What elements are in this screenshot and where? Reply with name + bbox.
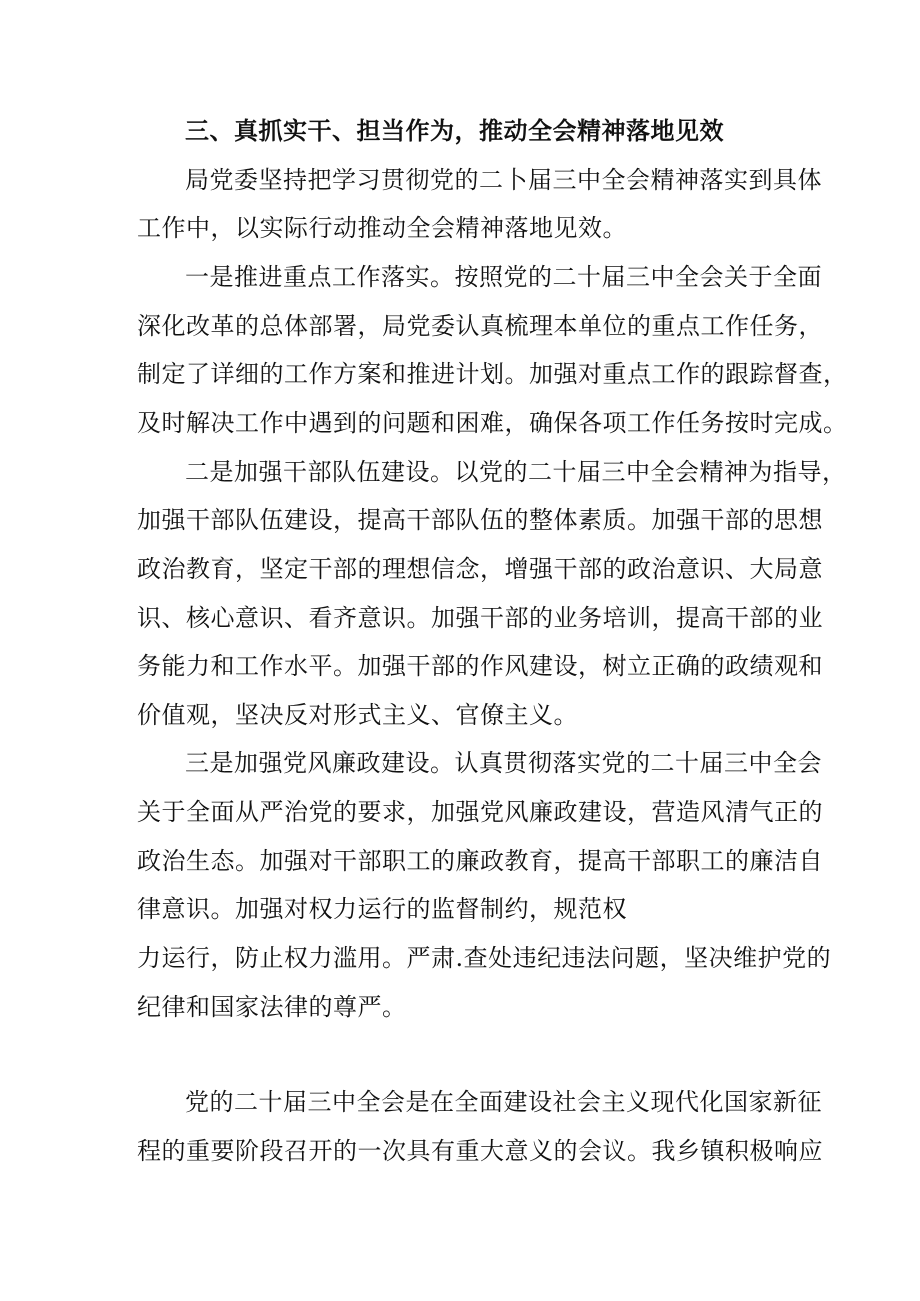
- text-line: 程的重要阶段召开的一次具有重大意义的会议。我乡镇积极响应: [137, 1137, 823, 1165]
- text-line: 及时解决工作中遇到的问题和困难，确保各项工作任务按时完成。: [137, 409, 848, 437]
- text-line: 价值观，坚决反对形式主义、官僚主义。: [137, 701, 578, 729]
- text-line: 二是加强干部队伍建设。以党的二十届三中全会精神为指导，: [185, 458, 847, 486]
- text-line: 政治教育，坚定干部的理想信念，增强干部的政治意识、大局意: [137, 555, 823, 583]
- text-line: 制定了详细的工作方案和推进计划。加强对重点工作的跟踪督查，: [137, 360, 848, 388]
- text-line: 工作中，以实际行动推动全会精神落地见效。: [137, 214, 627, 242]
- text-line: 深化改革的总体部署，局党委认真梳理本单位的重点工作任务，: [137, 312, 823, 340]
- text-line: 局党委坚持把学习贯彻党的二卜届三中全会精神落实到具体: [185, 166, 822, 194]
- text-line: 务能力和工作水平。加强干部的作风建设，树立正确的政绩观和: [137, 652, 823, 680]
- text-line: 一是推进重点工作落实。按照党的二十届三中全会关于全面: [185, 263, 822, 291]
- text-line: 政治生态。加强对干部职工的廉政教育，提高干部职工的廉洁自: [137, 847, 823, 875]
- text-line: 关于全面从严治党的要求，加强党风廉政建设，营造风清气正的: [137, 798, 823, 826]
- text-line: 律意识。加强对权力运行的监督制约，规范权: [137, 895, 627, 923]
- section-heading: 三、真抓实干、担当作为，推动全会精神落地见效: [185, 116, 724, 145]
- text-line: 党的二十届三中全会是在全面建设社会主义现代化国家新征: [185, 1088, 822, 1116]
- text-line: 力运行，防止权力滥用。严肃.查处违纪违法问题，坚决维护党的: [137, 944, 832, 972]
- text-line: 加强干部队伍建设，提高干部队伍的整体素质。加强干部的思想: [137, 506, 823, 534]
- text-line: 识、核心意识、看齐意识。加强干部的业务培训，提高干部的业: [137, 604, 823, 632]
- text-line: 纪律和国家法律的尊严。: [137, 993, 407, 1021]
- text-line: 三是加强党风廉政建设。认真贯彻落实党的二十届三中全会: [185, 749, 822, 777]
